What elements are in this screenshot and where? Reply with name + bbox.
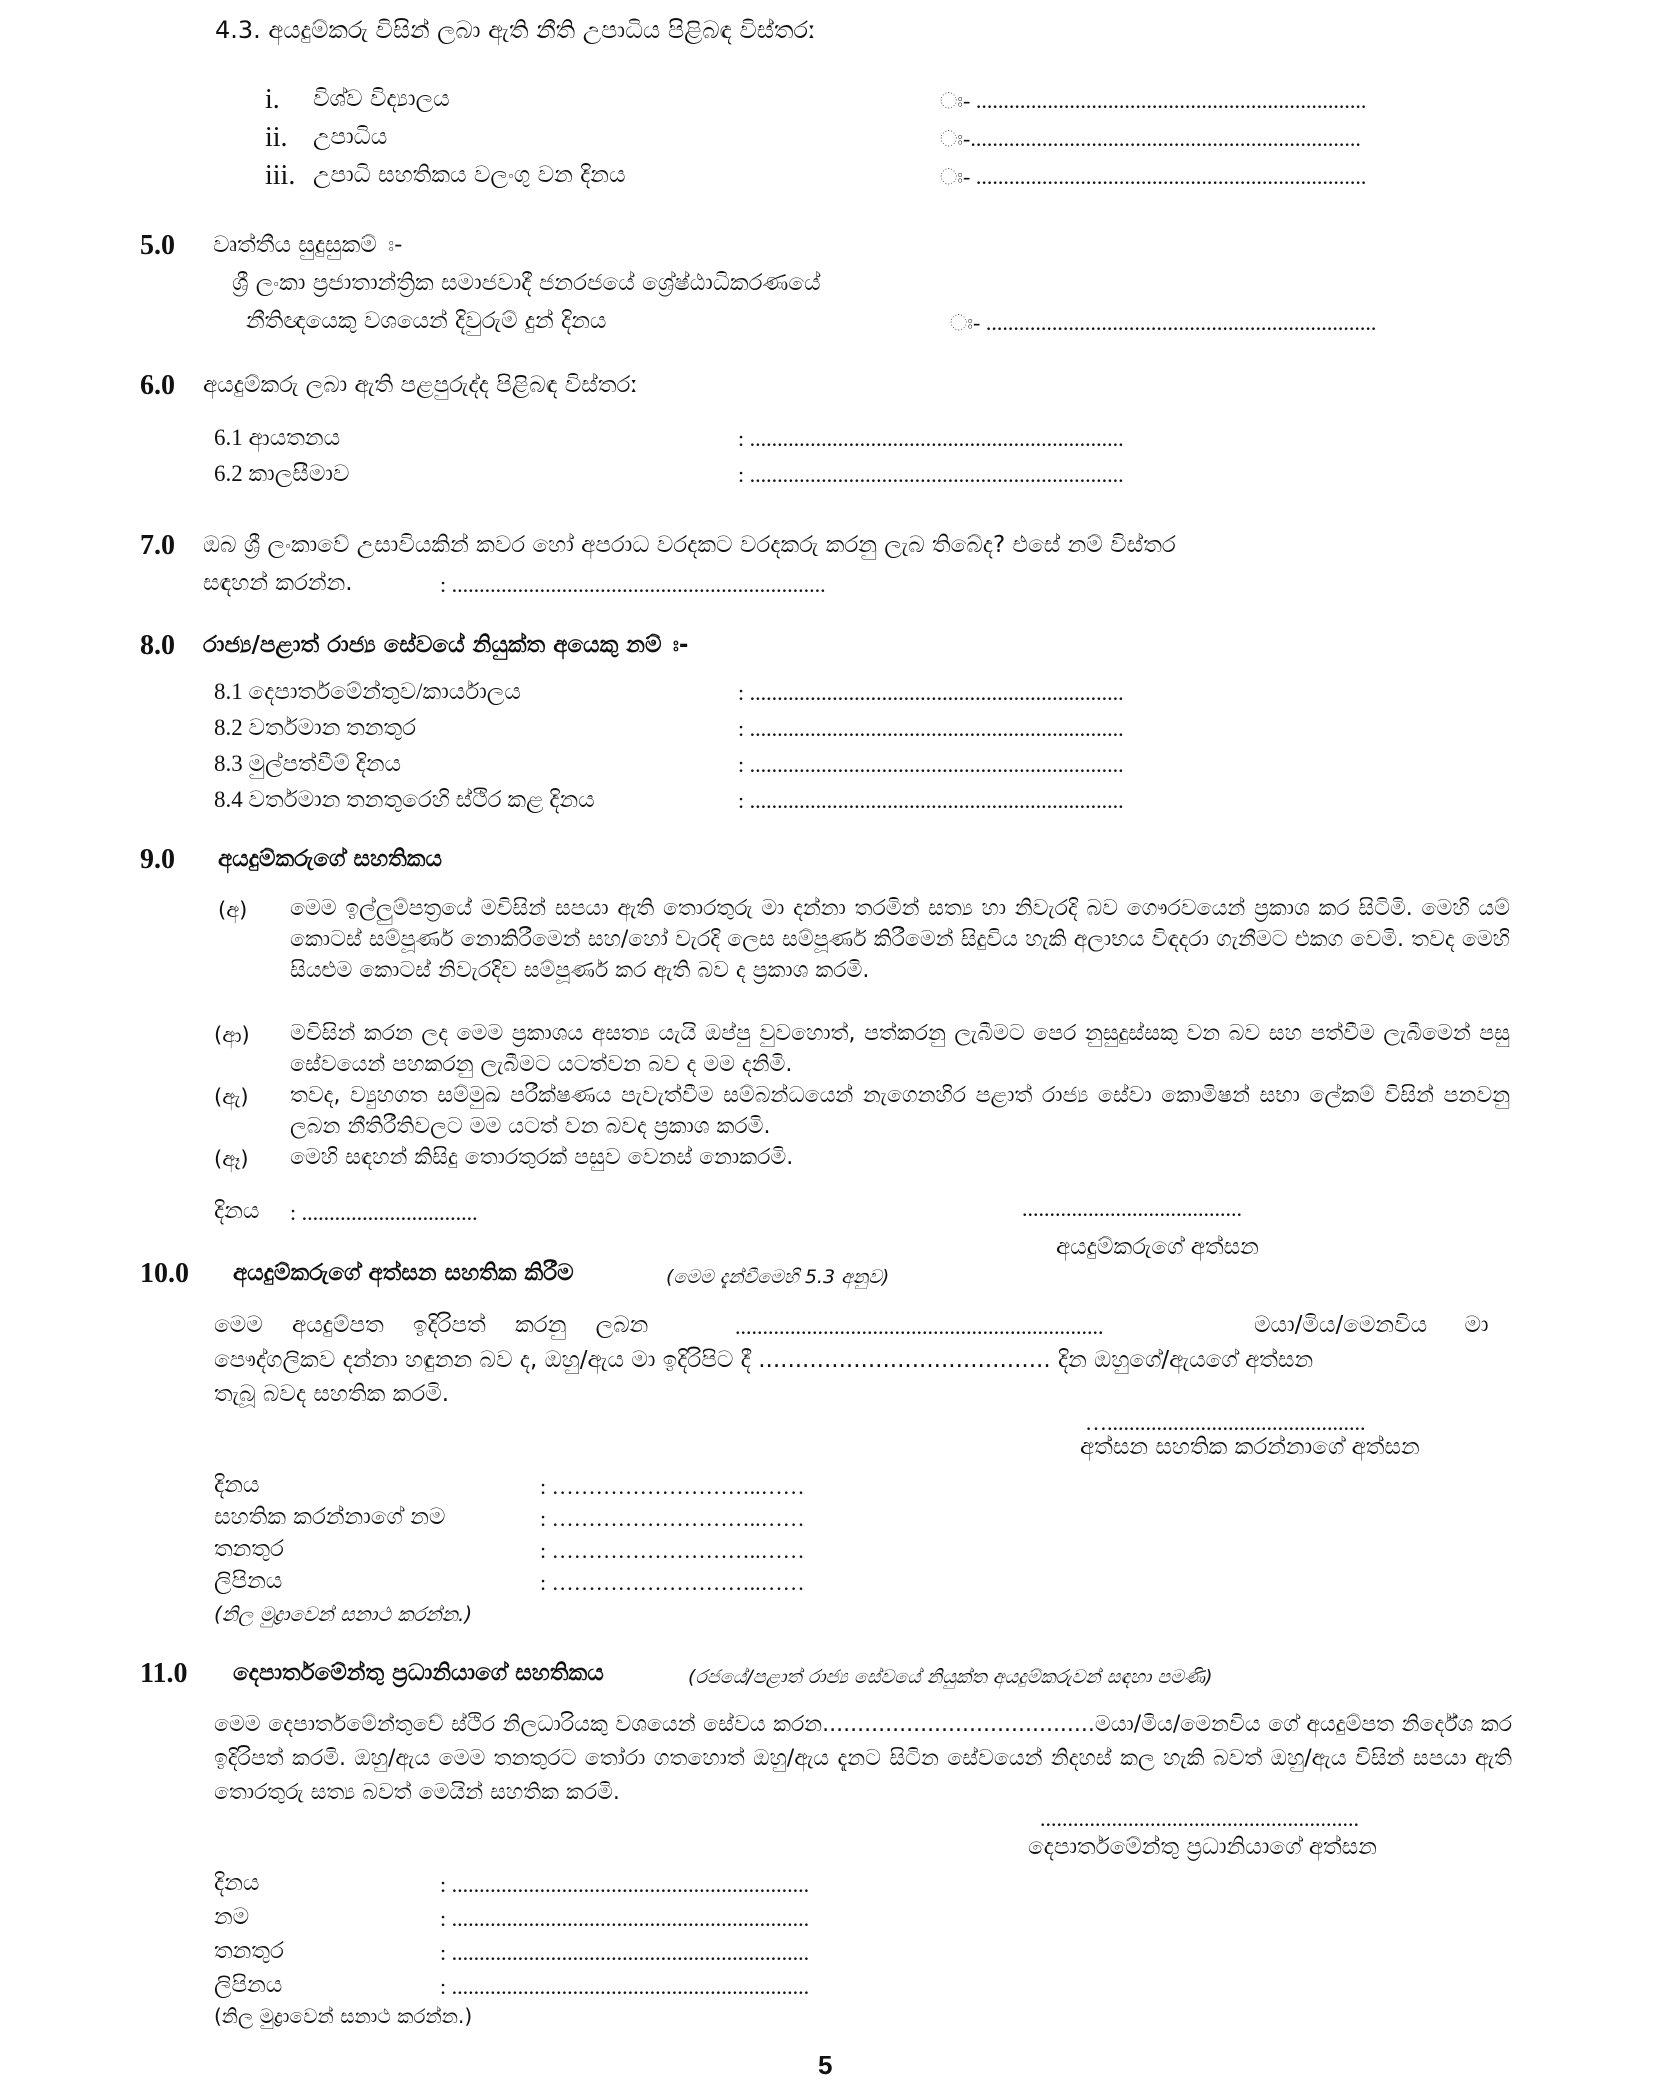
s11-address-label: ලිපිනය	[214, 1972, 283, 1998]
degree-validity-field[interactable]: ඃ- .......................................................................	[940, 164, 1367, 189]
section-7-question: ඔබ ශ්‍රී ලංකාවේ උසාවියකින් කවර හෝ අපරාධ වරදකට වරදකරු කරනු ලැබ තිබේද? එසේ නම් විස්තර	[203, 532, 1176, 558]
section-6-heading: අයදුම්කරු ලබා ඇති පළපුරුද්ද පිළිබඳ විස්තරː	[203, 372, 639, 398]
current-post-field[interactable]: : ....................................................................	[738, 716, 1124, 741]
section-5-line2: නීතිඥයෙකු වශයෙන් දිවුරුම් දුන් දිනය	[246, 308, 607, 334]
s10-applicant-name-field[interactable]: ...................................................................	[735, 1314, 1104, 1339]
applicant-signature-label: අයදුම්කරුගේ අත්සන	[1056, 1234, 1259, 1260]
s10-address-label: ලිපිනය	[214, 1568, 283, 1594]
clause-aee-text: මෙහි සඳහන් කිසිදු තොරතුරක් පසුව වෙනස් නොකරමි.	[290, 1145, 794, 1170]
degree-validity-label: උපාධි සහතිකය වලංගු වන දිනය	[313, 162, 626, 188]
certifier-signature-line[interactable]: …...............................................	[1085, 1410, 1366, 1435]
certifier-signature-label: අත්සන සහතික කරන්නාගේ අත්සන	[1080, 1434, 1420, 1460]
s10-line2: පෞද්ගලිකව දන්නා හඳුනන බව ද, ඔහු/ඇය මා ඉදිරිපිට දී ........................................ දින ඔහුගේ/ඇයගේ අත්සන	[214, 1347, 1314, 1373]
clause-ae-mark: (ඇ)	[214, 1085, 249, 1109]
head-signature-label: දෙපාර්තමේන්තු ප්‍රධානියාගේ අත්සන	[1028, 1834, 1377, 1860]
s11-date-field[interactable]: : .................................................................	[440, 1872, 810, 1897]
section-9-number: 9.0	[140, 844, 175, 875]
section-8-heading: රාජ්‍ය/පළාත් රාජ්‍ය සේවයේ නියුක්ත අයෙකු නම් ඃ-	[203, 632, 689, 658]
section-10-heading: අයදුම්කරුගේ අත්සන සහතික කිරීම	[233, 1260, 574, 1286]
s11-date-label: දිනය	[214, 1870, 260, 1896]
clause-aa-text: මවිසින් කරන ලද මෙම ප්‍රකාශය අසත්‍ය යැයි ඔප්පු වුවහොත්, පත්කරනු ලැබීමට පෙර නුසුදුස්සකු වන බව සහ පත්වීම ලැබීමෙන් පසු සේවයෙන් පහකරනු ලැබීමට යටත්වන බව ද මම දනිමි.	[290, 1021, 1510, 1077]
s10-post-label: තනතුර	[214, 1536, 284, 1562]
s10-name-label: සහතික කරන්නාගේ නම	[214, 1504, 446, 1530]
s11-name-label: නම	[214, 1904, 250, 1930]
section-11-number: 11.0	[140, 1658, 188, 1689]
oath-date-field[interactable]: ඃ- .......................................................................	[950, 310, 1377, 335]
s11-paragraph: මෙම දෙපාර්තමේන්තුවේ ස්ථිර නිලධාරියකු වශයෙන් සේවය කරන.......................................මයා/මිය/මෙනවිය ගේ අයදුම්පත නිර්දේශ කර ඉදිරිපත් කරමි. ඔහු/ඇය මෙම තනතුරට තෝරා ගතහොත් ඔහු/ඇය දැනට සිටින සේවයෙන් නිදහස් කල හැකි බවත් ඔහු/ඇය විසින් සපයා ඇති තොරතුරු සත්‍ය බවත් මෙයින් සහතික කරමි.	[214, 1712, 1512, 1805]
clause-a-mark: (අ)	[218, 898, 248, 922]
department-label: 8.1 දෙපාර්තමේන්තුව/කාර්යාලය	[214, 679, 521, 704]
section-6-number: 6.0	[140, 370, 175, 401]
page-number: 5	[818, 2050, 833, 2080]
section-7-number: 7.0	[140, 530, 175, 561]
s11-address-field[interactable]: : .................................................................	[440, 1974, 810, 1999]
section-7-line2: සඳහන් කරන්න.	[203, 570, 353, 596]
conviction-details-field[interactable]: : ....................................................................	[440, 572, 826, 597]
roman-ii: ii.	[265, 122, 288, 153]
current-post-label: 8.2 වර්තමාන තනතුර	[214, 715, 417, 740]
section-11-heading: දෙපාර්තමේන්තු ප්‍රධානියාගේ සහතිකය	[233, 1660, 604, 1686]
head-signature-line[interactable]: ..........................................................	[1040, 1806, 1359, 1831]
s10-line1-end: මයා/මිය/මෙනවිය මා	[1254, 1312, 1489, 1338]
s11-stamp-note: (නිල මුද්‍රාවෙන් සනාථ කරන්න.)	[214, 2004, 473, 2028]
s10-name-field[interactable]: : ………………………..……	[540, 1506, 805, 1531]
s10-post-field[interactable]: : ………………………..……	[540, 1538, 805, 1563]
clause-ae-text: තවද, ව්‍යුහගත සම්මුඛ පරීක්ෂණය පැවැත්වීම සම්බන්ධයෙන් නැගෙනහිර පළාත් රාජ්‍ය සේවා කොමිෂන් සභා ලේකම් විසින් පනවනු ලබන නීතිරීතිවලට මම යටත් වන බවද ප්‍රකාශ කරමි.	[290, 1083, 1510, 1139]
degree-label: උපාධිය	[313, 124, 388, 150]
section-10-note: (මෙම දැන්වීමෙහි 5.3 අනුව)	[666, 1266, 890, 1288]
s10-date-field[interactable]: : ………………………..……	[540, 1474, 805, 1499]
institution-field[interactable]: : ....................................................................	[738, 426, 1124, 451]
declaration-date-field[interactable]: : ................................	[290, 1200, 478, 1225]
degree-field[interactable]: ඃ-.......................................................................	[940, 126, 1361, 151]
section-10-number: 10.0	[140, 1258, 189, 1289]
clause-aee-mark: (ඈ)	[214, 1147, 249, 1171]
section-5-number: 5.0	[140, 230, 175, 261]
s10-line1-start: මෙම අයදුම්පත ඉදිරිපත් කරනු ලබන	[214, 1312, 649, 1338]
section-5-heading: වෘත්තීය සුදුසුකම් ඃ-	[213, 232, 403, 258]
university-label: විශ්ව විද්‍යාලය	[313, 86, 450, 112]
applicant-signature-line[interactable]: ........................................	[1022, 1196, 1242, 1221]
s10-address-field[interactable]: : ………………………..……	[540, 1570, 805, 1595]
section-9-heading: අයදුම්කරුගේ සහතිකය	[218, 846, 443, 872]
first-appointment-label: 8.3 මුල්පත්වීම් දිනය	[214, 751, 402, 776]
period-field[interactable]: : ....................................................................	[738, 462, 1124, 487]
confirmation-date-label: 8.4 වර්තමාන තනතුරෙහි ස්ථිර කළ දිනය	[214, 787, 595, 812]
section-4-3-heading: 4.3. අයදුම්කරු විසින් ලබා ඇති නීති උපාධිය පිළිබඳ විස්තරː	[215, 16, 817, 44]
institution-label: 6.1 ආයතනය	[214, 425, 341, 450]
department-field[interactable]: : ....................................................................	[738, 680, 1124, 705]
section-11-note: (රජයේ/පළාත් රාජ්‍ය සේවයේ නියුක්ත අයදුම්කරුවන් සඳහා පමණි)	[688, 1666, 1213, 1688]
section-8-number: 8.0	[140, 630, 175, 661]
roman-i: i.	[265, 84, 280, 115]
university-field[interactable]: ඃ- .......................................................................	[940, 88, 1367, 113]
confirmation-date-field[interactable]: : ....................................................................	[738, 788, 1124, 813]
period-label: 6.2 කාලසීමාව	[214, 461, 350, 486]
roman-iii: iii.	[265, 160, 296, 191]
s11-post-field[interactable]: : .................................................................	[440, 1940, 810, 1965]
s10-date-label: දිනය	[214, 1472, 260, 1498]
clause-a-text: මෙම ඉල්ලුම්පත්‍රයේ මවිසින් සපයා ඇති තොරතුරු මා දන්නා තරමින් සත්‍ය හා නිවැරදි බව ගෞරවයෙන් ප්‍රකාශ කර සිටිමි. මෙහි යම් කොටස් සම්පූර්ණ නොකිරීමෙන් සහ/හෝ වැරදි ලෙස සම්පූර්ණ කිරීමෙන් සිදුවිය හැකි අලාභය විඳදරා ගැනීමට එකග වෙමි. තවද මෙහි සියළුම කොටස් නිවැරදිව සම්පූර්ණ කර ඇති බව ද ප්‍රකාශ කරමි.	[290, 896, 1510, 983]
first-appointment-field[interactable]: : ....................................................................	[738, 752, 1124, 777]
section-5-line1: ශ්‍රී ලංකා ප්‍රජාතාන්ත්‍රික සමාජවාදී ජනරජයේ ශ්‍රේෂ්ඨාධිකරණයේ	[232, 270, 821, 296]
s10-line3: තැබූ බවද සහතික කරමි.	[214, 1381, 450, 1407]
declaration-date-label: දිනය	[214, 1198, 260, 1224]
s10-stamp-note: (නිල මුද්‍රාවෙන් සනාථ කරන්න.)	[214, 1602, 473, 1626]
s11-post-label: තනතුර	[214, 1938, 284, 1964]
s11-name-field[interactable]: : .................................................................	[440, 1906, 810, 1931]
clause-aa-mark: (ආ)	[214, 1023, 250, 1047]
